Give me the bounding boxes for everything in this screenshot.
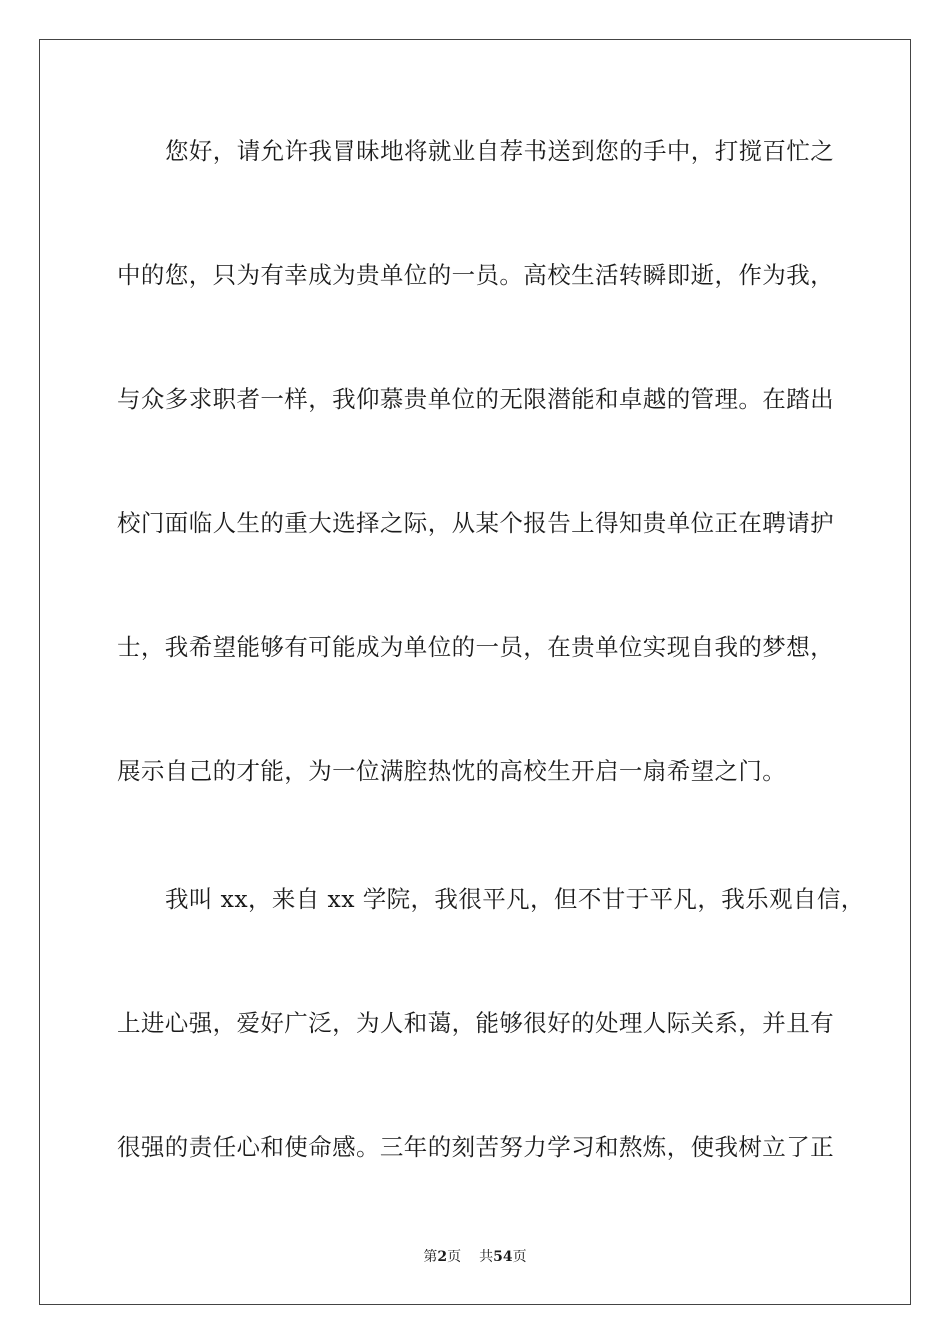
total-pages: 54 [493, 1249, 513, 1265]
page-suffix: 页 [447, 1249, 462, 1265]
total-prefix: 共 [479, 1249, 494, 1265]
paragraph-line-8: 上进心强，爱好广泛，为人和蔼，能够很好的处理人际关系，并且有 [117, 1009, 834, 1037]
paragraph-line-2: 中的您，只为有幸成为贵单位的一员。高校生活转瞬即逝，作为我， [117, 261, 834, 289]
paragraph-line-4: 校门面临人生的重大选择之际，从某个报告上得知贵单位正在聘请护 [117, 509, 834, 537]
paragraph-line-7: 我叫 xx，来自 xx 学院，我很平凡，但不甘于平凡，我乐观自信， [165, 885, 865, 913]
paragraph-line-3: 与众多求职者一样，我仰慕贵单位的无限潜能和卓越的管理。在踏出 [117, 385, 834, 413]
page-footer [0, 1248, 950, 1266]
page-number: 2 [437, 1249, 448, 1265]
paragraph-line-9: 很强的责任心和使命感。三年的刻苦努力学习和熬炼，使我树立了正 [117, 1133, 834, 1161]
page-prefix: 第 [423, 1249, 438, 1265]
paragraph-line-6: 展示自己的才能，为一位满腔热忱的高校生开启一扇希望之门。 [117, 757, 787, 785]
page-frame [39, 39, 911, 1305]
paragraph-line-5: 士，我希望能够有可能成为单位的一员，在贵单位实现自我的梦想， [117, 633, 834, 661]
paragraph-line-1: 您好，请允许我冒昧地将就业自荐书送到您的手中，打搅百忙之 [165, 137, 835, 165]
total-suffix: 页 [512, 1249, 527, 1265]
